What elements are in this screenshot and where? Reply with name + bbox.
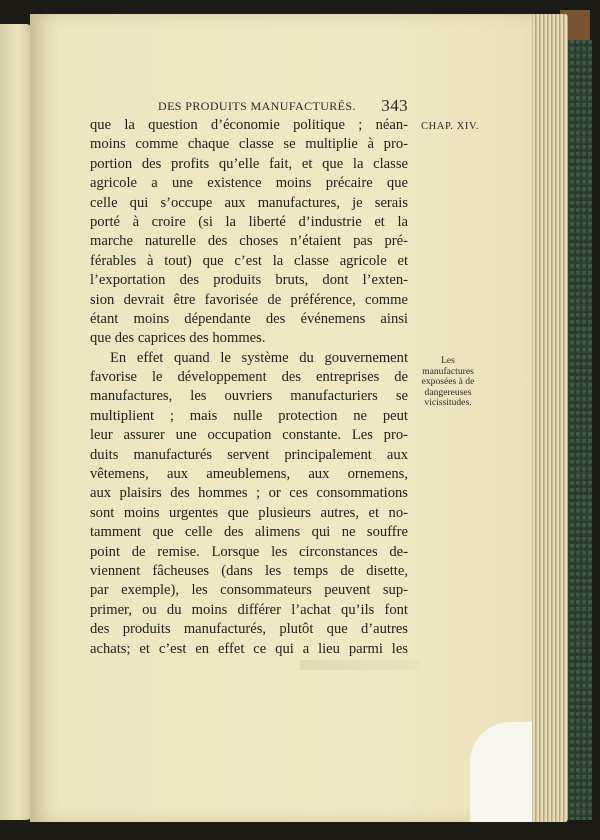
running-header	[158, 92, 408, 114]
text-line: multiplient ; mais nulle protection ne peut	[90, 407, 408, 424]
text-line: marche naturelle des choses n’étaient pas pré-	[90, 233, 408, 250]
text-line: point de remise. Lorsque les circonstances de-	[90, 543, 408, 560]
text-line: primer, ou du moins différer l’achat qu’ils font	[90, 601, 408, 618]
text-line: favorise le développement des entreprises de	[90, 369, 408, 386]
text-line: l’exportation des produits bruts, dont l’exten-	[90, 272, 408, 289]
text-line: des produits manufacturés, plutôt que d’autres	[90, 621, 408, 638]
body-text	[90, 116, 408, 659]
text-line: manufactures, les ouvriers manufacturiers se	[90, 388, 408, 405]
margin-note-line: Les	[441, 355, 455, 366]
text-line: aux plaisirs des hommes ; or ces consommations	[90, 485, 408, 502]
show-through	[300, 660, 420, 670]
margin-note-line: vicissitudes.	[424, 397, 472, 409]
text-line: achats; et c’est en effet ce qui a lieu parmi les	[90, 640, 408, 657]
running-title: DES PRODUITS MANUFACTURÉS.	[158, 99, 356, 113]
text-line: que des caprices des hommes.	[90, 330, 266, 347]
text-line: étant moins dépendante des événemens ainsi	[90, 310, 408, 327]
text-line: sion devrait être favorisée de préférence, comme	[90, 291, 408, 308]
text-line: viennent fâcheuses (dans les temps de disette,	[90, 562, 408, 579]
text-line: vêtemens, aux ameublemens, aux ornemens,	[90, 466, 408, 483]
facing-page-edge	[0, 24, 32, 820]
margin-note-line: manufactures	[422, 365, 474, 377]
text-line: sont moins urgentes que plusieurs autres, et no-	[90, 504, 408, 521]
text-line: celle qui s’occupe aux manufactures, je serais	[90, 194, 408, 211]
margin-note	[410, 356, 486, 409]
text-line: porté à croire (si la liberté d’industrie et la	[90, 213, 408, 230]
text-line: agricole a une existence moins précaire que	[90, 175, 408, 192]
margin-note-line: dangereuses	[424, 386, 472, 398]
text-line: moins comme chaque classe se multiplie à pro-	[90, 136, 408, 153]
chapter-marker: CHAP. XIV.	[421, 121, 480, 132]
text-line: férables à tout) que c’est la classe agricole et	[90, 252, 408, 269]
text-line: leur assurer une occupation constante. Les pro-	[90, 427, 408, 444]
page-number: 343	[381, 96, 408, 115]
text-line: que la question d’économie politique ; néan-	[90, 117, 408, 133]
margin-note-line: exposées à de	[421, 376, 475, 388]
text-line: tamment que celle des alimens qui ne souffre	[90, 524, 408, 541]
text-line: par exemple), les consommateurs peuvent sup-	[90, 582, 408, 599]
text-line: En effet quand le système du gouvernement	[110, 349, 408, 366]
text-line: portion des profits qu’elle fait, et que la classe	[90, 155, 408, 172]
torn-corner	[470, 722, 532, 822]
text-line: duits manufacturés servent principalement aux	[90, 446, 408, 463]
